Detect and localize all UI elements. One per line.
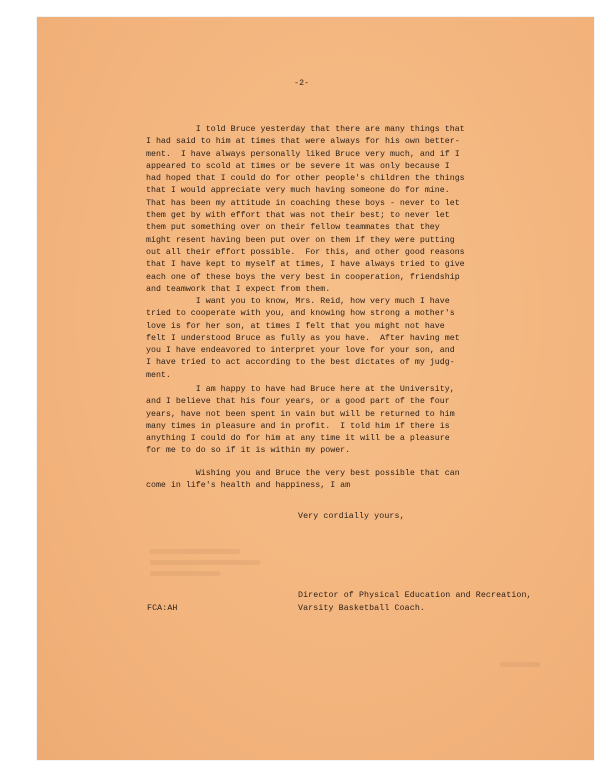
text-line: years, have not been spent in vain but will be returned to him (146, 409, 455, 419)
closing-salutation: Very cordially yours, (298, 512, 405, 521)
text-line: I had said to him at times that were always for his own better- (146, 137, 460, 147)
text-line: I told Bruce yesterday that there are many things that (146, 125, 465, 134)
text-line: for me to do so if it is within my power. (146, 446, 351, 456)
paragraph-3 (146, 384, 566, 458)
reference-initials: FCA:AH (147, 604, 178, 613)
text-line: might resent having been put over on them if they were putting (146, 235, 455, 245)
signature-subtitle: Varsity Basketball Coach. (298, 604, 425, 613)
text-line: love is for her son, at times I felt that you might not have (146, 321, 445, 331)
paragraph-1 (146, 124, 566, 296)
text-line: That has been my attitude in coaching these boys - never to let (146, 198, 460, 208)
text-line: each one of these boys the very best in cooperation, friendship (146, 272, 460, 282)
page-number: -2- (294, 79, 310, 88)
faint-show-through (150, 571, 220, 576)
paragraph-4 (146, 468, 566, 493)
paragraph-2 (146, 296, 566, 382)
text-line: I want you to know, Mrs. Reid, how very much I have (146, 297, 450, 306)
text-line: them put something over on their fellow teammates that they (146, 223, 440, 233)
text-line: felt I understood Bruce as fully as you have. After having met (146, 333, 460, 343)
faint-show-through (150, 549, 240, 554)
text-line: tried to cooperate with you, and knowing how strong a mother's (146, 309, 455, 319)
text-line: them get by with effort that was not their best; to never let (146, 211, 450, 221)
faint-show-through (500, 662, 540, 667)
text-line: many times in pleasure and in profit. I told him if there is (146, 421, 450, 431)
text-line: appeared to scold at times or be severe it was only because I (146, 161, 450, 171)
text-line: and teamwork that I expect from them. (146, 284, 331, 294)
text-line: that I would appreciate very much having someone do for mine. (146, 186, 450, 196)
faint-show-through (150, 560, 260, 565)
text-line: come in life's health and happiness, I am (146, 481, 351, 491)
text-line: out all their effort possible. For this, and other good reasons (146, 247, 465, 257)
text-line: I am happy to have had Bruce here at the University, (146, 385, 455, 394)
text-line: Wishing you and Bruce the very best possible that can (146, 469, 460, 478)
signature-title: Director of Physical Education and Recreation, (298, 591, 532, 600)
text-line: that I have kept to myself at times, I have always tried to give (146, 260, 465, 270)
text-line: and I believe that his four years, or a good part of the four (146, 397, 450, 407)
text-line: had hoped that I could do for other people's children the things (146, 174, 465, 184)
text-line: I have tried to act according to the best dictates of my judg- (146, 358, 455, 368)
text-line: anything I could do for him at any time it will be a pleasure (146, 434, 450, 444)
text-line: you I have endeavored to interpret your love for your son, and (146, 346, 455, 356)
text-line: ment. (146, 370, 171, 380)
text-line: ment. I have always personally liked Bruce very much, and if I (146, 149, 460, 159)
